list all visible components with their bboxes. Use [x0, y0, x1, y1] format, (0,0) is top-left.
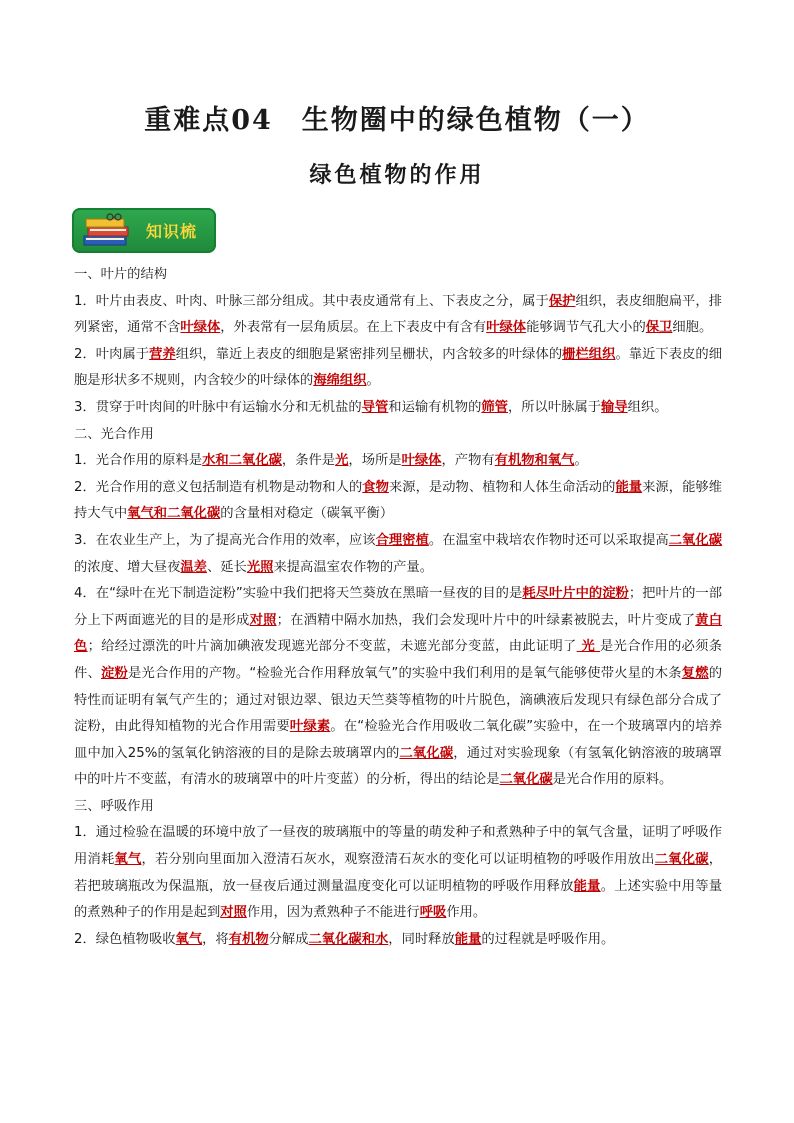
paragraph [74, 475, 722, 528]
paragraph [74, 342, 722, 395]
answer-highlight: 海绵组织 [313, 373, 367, 389]
paragraph-text: 。 [366, 373, 380, 389]
paragraph-text: 分解成 [268, 931, 309, 947]
paragraph [74, 820, 722, 926]
answer-highlight: 水和二氧化碳 [202, 453, 282, 469]
paragraph-text: 组织。 [627, 399, 668, 415]
paragraph-text: ，若把玻璃瓶改为保温瓶，放一昼夜后通过测量温度变化可以证明植物的呼吸作用释放 [74, 852, 723, 894]
paragraph-text: 2．绿色植物吸收 [74, 931, 176, 947]
paragraph-text: ，将 [202, 931, 229, 947]
paragraph-text: 是光合作用的产物。“检验光合作用释放氧气”的实验中我们利用的是氧气能够使带火星的木条 [127, 665, 682, 681]
answer-highlight: 合理密植 [375, 532, 429, 548]
paragraph-text: ；给经过漂洗的叶片滴加碘液发现遮光部分不变蓝，未遮光部分变蓝，由此证明了 [87, 639, 577, 655]
answer-highlight: 二氧化碳 [399, 745, 454, 761]
knowledge-badge [72, 208, 216, 253]
answer-highlight: 叶绿体 [486, 320, 527, 336]
paragraph-text: 来源，是动物、植物和人体生命活动的 [388, 479, 616, 495]
paragraph-text: 1．通过检验在温暖的环境中放了一昼夜的玻璃瓶中的等量的萌发种子和煮熟种子中的氧气含量，证明了呼吸作用消耗 [74, 825, 722, 868]
paragraph [74, 794, 722, 821]
paragraph-text: ，通过对实验现象（有氢氧化钠溶液的玻璃罩中的叶片不变蓝，有清水的玻璃罩中的叶片变蓝）的分析，得出的结论是 [74, 745, 723, 788]
answer-highlight: 黄白色 [74, 612, 723, 655]
page-title: 重难点04 生物圈中的绿色植物（一） [144, 105, 650, 136]
paragraph-text: 的浓度、增大昼夜 [74, 559, 181, 575]
answer-highlight: 光 [576, 639, 601, 655]
paragraph-text: 组织，靠近上表皮的细胞是紧密排列呈栅状，内含较多的叶绿体的 [175, 346, 563, 362]
answer-highlight: 复燃 [681, 665, 709, 681]
paragraph-text: ；在酒精中隔水加热，我们会发现叶片中的叶绿素被脱去，叶片变成了 [276, 612, 696, 628]
answer-highlight: 二氧化碳 [668, 532, 723, 548]
answer-highlight: 氧气和二氧化碳 [127, 506, 221, 522]
answer-highlight: 氧气 [114, 852, 142, 868]
answer-highlight: 呼吸 [419, 905, 447, 921]
books-icon [80, 212, 140, 250]
answer-highlight: 营养 [149, 346, 176, 362]
answer-highlight: 食物 [362, 479, 389, 495]
paragraph-text: 细胞。 [672, 320, 713, 336]
answer-highlight: 有机物和氧气 [494, 453, 575, 469]
answer-highlight: 能量 [454, 931, 482, 947]
paragraph-text: 2．叶肉属于 [74, 346, 150, 362]
paragraph-text: 。 [574, 453, 588, 469]
paragraph-text: 一、叶片的结构 [74, 267, 168, 282]
paragraph-text: ，产物有 [441, 453, 495, 469]
paragraph-text: 是光合作用的原料。 [552, 772, 673, 788]
content-body [74, 262, 722, 953]
paragraph-text: ，条件是 [281, 453, 336, 469]
paragraph-text: 4．在“绿叶在光下制造淀粉”实验中我们把将天竺葵放在黑暗一昼夜的目的是 [74, 586, 523, 602]
paragraph-text: 来源，能够维持大气中 [74, 479, 723, 522]
answer-highlight: 二氧化碳和水 [308, 931, 389, 947]
answer-highlight: 光 [335, 453, 349, 469]
paragraph [74, 927, 722, 954]
answer-highlight: 有机物 [228, 931, 269, 947]
paragraph-text: 作用。 [446, 905, 487, 921]
paragraph-text: ，场所是 [348, 453, 402, 469]
paragraph [74, 262, 722, 289]
paragraph-text: 。在“检验光合作用吸收二氧化碳”实验中，在一个玻璃罩内的培养皿中加入25%的氢氧化钠溶液的目的是除去玻璃罩内的 [74, 719, 723, 761]
paragraph-text: 的特性而证明有氧气产生的；通过对银边翠、银边天竺葵等植物的叶片脱色，滴碘液后发现只有绿色部分合成了淀粉，由此得知植物的光合作用需要 [74, 665, 723, 735]
paragraph-text: 二、光合作用 [74, 426, 154, 442]
paragraph-text: 。在温室中栽培农作物时还可以采取提高 [428, 532, 669, 548]
paragraph-text: 作用，因为煮熟种子不能进行 [246, 905, 420, 921]
answer-highlight: 耗尽叶片中的淀粉 [522, 586, 629, 602]
paragraph-text: 1．叶片由表皮、叶肉、叶脉三部分组成。其中表皮通常有上、下表皮之分，属于 [74, 293, 549, 309]
paragraph-text: ，若分别向里面加入澄清石灰水，观察澄清石灰水的变化可以证明植物的呼吸作用放出 [141, 852, 655, 868]
paragraph-text: 1．光合作用的原料是 [74, 453, 203, 469]
paragraph-text: 的含量相对稳定（碳氧平衡） [220, 506, 394, 522]
answer-highlight: 导管 [361, 399, 389, 415]
paragraph-text: 组织，表皮细胞扁平，排列紧密，通常不含 [74, 293, 723, 336]
answer-highlight: 对照 [249, 612, 277, 628]
answer-highlight: 输导 [601, 399, 628, 415]
badge-label: 知识梳 [146, 222, 198, 241]
answer-highlight: 栅栏组织 [562, 346, 616, 362]
paragraph [74, 422, 722, 449]
answer-highlight: 叶绿体 [401, 453, 442, 469]
answer-highlight: 淀粉 [100, 665, 128, 681]
answer-highlight: 叶绿体 [180, 320, 221, 336]
page-subtitle: 绿色植物的作用 [309, 162, 485, 188]
answer-highlight: 二氧化碳 [654, 852, 709, 868]
answer-highlight: 氧气 [175, 931, 203, 947]
paragraph-text: 来提高温室农作物的产量。 [273, 559, 434, 575]
answer-highlight: 保护 [548, 293, 576, 309]
paragraph-text: 。靠近下表皮的细胞是形状多不规则，内含较少的叶绿体的 [74, 346, 723, 389]
paragraph [74, 289, 722, 342]
answer-highlight: 能量 [573, 878, 601, 894]
answer-highlight: 筛管 [481, 399, 508, 415]
paragraph-text: ，所以叶脉属于 [507, 399, 602, 415]
paragraph [74, 581, 722, 794]
paragraph [74, 448, 722, 475]
paragraph-text: 是光合作用的必须条件、 [74, 639, 723, 681]
answer-highlight: 温差 [180, 559, 207, 575]
paragraph [74, 395, 722, 422]
answer-highlight: 光照 [246, 559, 274, 575]
paragraph-text: ；把叶片的一部分上下两面遮光的目的是形成 [74, 586, 723, 628]
paragraph-text: 和运输有机物的 [388, 399, 482, 415]
paragraph-text: 3．在农业生产上，为了提高光合作用的效率，应该 [74, 532, 376, 548]
paragraph-text: 三、呼吸作用 [74, 798, 154, 814]
answer-highlight: 能量 [615, 479, 643, 495]
answer-highlight: 对照 [220, 905, 247, 921]
answer-highlight: 二氧化碳 [499, 772, 553, 788]
paragraph-text: ，同时释放 [388, 931, 455, 947]
paragraph-text: 2．光合作用的意义包括制造有机物是动物和人的 [74, 479, 363, 495]
answer-highlight: 叶绿素 [289, 719, 331, 735]
paragraph-text: 能够调节气孔大小的 [526, 320, 646, 336]
paragraph-text: 。上述实验中用等量的煮熟种子的作用是起到 [74, 878, 723, 921]
paragraph-text: ，外表常有一层角质层。在上下表皮中有含有 [220, 320, 487, 336]
answer-highlight: 保卫 [645, 320, 673, 336]
paragraph-text: 3．贯穿于叶肉间的叶脉中有运输水分和无机盐的 [74, 399, 362, 415]
paragraph-text: 、延长 [206, 559, 247, 575]
paragraph [74, 528, 722, 581]
paragraph-text: 的过程就是呼吸作用。 [481, 931, 615, 947]
